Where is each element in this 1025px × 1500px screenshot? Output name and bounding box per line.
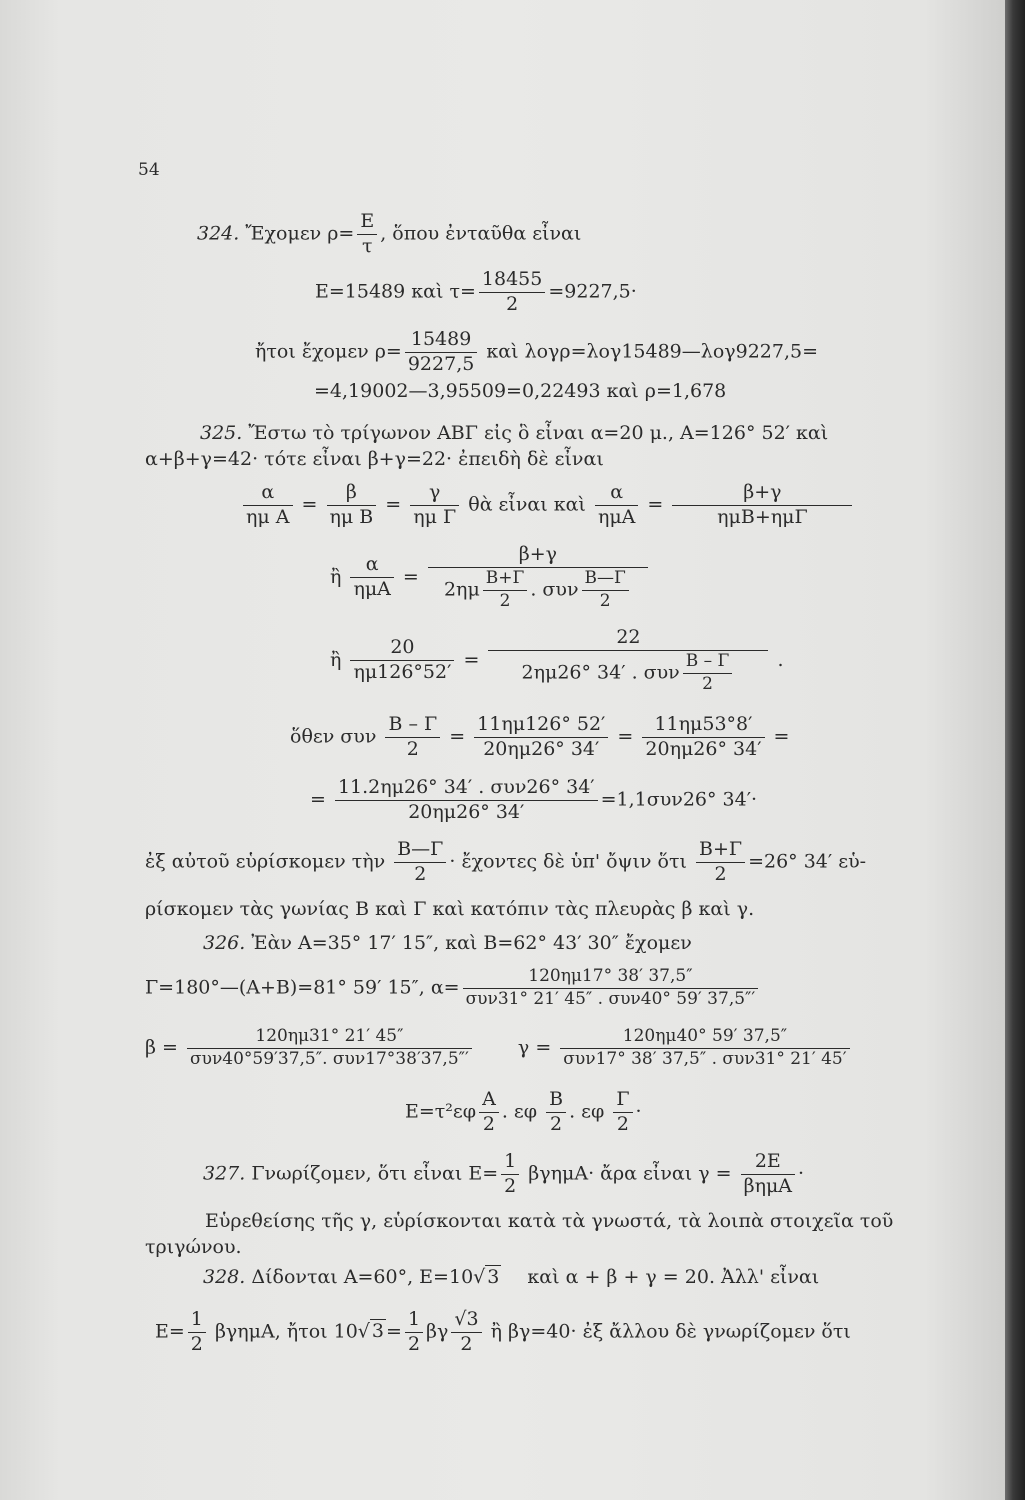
p325-line6: ἐξ αὐτοῦ εὑρίσκομεν τὴν $\frac{B—\Gamma}{2}$ · ἔχοντες δὲ ὑπ' ὄψιν ὅτι $\frac{B+\Gamma}{2}$ =26° 34′ εὑ- <box>145 838 867 885</box>
p325-formula4: ὅθεν συν $\frac{B - \Gamma}{2}$ = $\frac{11\eta\mu 126^\circ 52'}{20\eta\mu 26^\circ 34'}$ = $\frac{11\eta\mu 53^\circ 8'}{20\eta\mu 26^\circ 34'}$ = <box>290 713 790 760</box>
p325-formula5: = 11.2ημ26° 34′ . συν26° 34′ 20ημ26° 34′ =1,1συν26° 34′· <box>310 776 758 823</box>
p326-line3: β = 120ημ31° 21′ 45″ συν40°59′37,5″. συν17°38′37,5″′ γ = 120ημ40° 59′ 37,5″ συν17° 38′ 37,5″ . συν31° 21′ 45′ <box>145 1028 853 1069</box>
p327-line3: τριγώνου. <box>145 1236 242 1258</box>
p326-line4: E=τ²εφ $\frac{A}{2}$ . εφ $\frac{B}{2}$ . εφ $\frac{\Gamma}{2}$ · <box>405 1088 642 1135</box>
p328-line1: 328. Δίδονται Α=60°, E=10√ 3 καὶ α + β + γ = 20. Ἀλλ' εἶναι <box>203 1266 820 1288</box>
p325-formula3: ἢ $\frac{20}{\eta\mu 126^\circ 52'}$ = 22 2ημ26° 34′ . συν $\frac{B - \Gamma}{2}$ . <box>330 626 784 694</box>
p324-line1: 324. Ἔχομεν ρ= $\frac{E}{\tau}$ , ὅπου ἐνταῦθα εἶναι <box>197 210 582 257</box>
p325-line2: α+β+γ=42· τότε εἶναι β+γ=22· ἐπειδὴ δὲ εἶναι <box>145 448 604 470</box>
problem-number: 324. <box>197 222 240 245</box>
problem-number: 328. <box>203 1266 246 1288</box>
p324-line2: E=15489 καὶ τ= $\frac{18455}{2}$ =9227,5· <box>315 268 637 315</box>
p327-line1: 327. Γνωρίζομεν, ὅτι εἶναι Ε= $\frac{1}{2}$ βγημΑ· ἄρα εἶναι γ = 2Ε βημΑ · <box>203 1150 805 1197</box>
p324-line3: ἤτοι ἔχομεν ρ= $\frac{15489}{9227,5}$ καὶ λογρ=λογ15489—λογ9227,5= <box>255 328 819 375</box>
p326-line1: 326. Ἐὰν Α=35° 17′ 15″, καὶ Β=62° 43′ 30″ ἔχομεν <box>203 932 692 954</box>
page-edge-shadow <box>1005 0 1025 1500</box>
p325-line1: 325. Ἔστω τὸ τρίγωνον ΑΒΓ εἰς ὃ εἶναι α=20 μ., Α=126° 52′ καὶ <box>200 422 829 444</box>
p324-line4: =4,19002—3,95509=0,22493 καὶ ρ=1,678 <box>314 380 727 402</box>
p325-formula1: $\frac{\alpha}{\text{ημ Α}}$ = $\frac{\beta}{\text{ημ Β}}$ = $\frac{\gamma}{\text{ημ Γ}}$ θὰ εἶναι καὶ α ημΑ = β+γ ημΒ+ημΓ <box>240 483 855 528</box>
p325-line7: ρίσκομεν τὰς γωνίας Β καὶ Γ καὶ κατόπιν τὰς πλευρὰς β καὶ γ. <box>145 898 755 920</box>
p325-formula2: ἢ α ημΑ = β+γ 2ημ $\frac{B+\Gamma}{2}$ . συν $\frac{B—\Gamma}{2}$ <box>330 545 651 611</box>
p326-line2: Γ=180°—(Α+Β)=81° 59′ 15″, α= 120ημ17° 38′ 37,5″ συν31° 21′ 45″ . συν40° 59′ 37,5″′ <box>145 968 761 1009</box>
p328-line2: E= $\frac{1}{2}$ βγημΑ, ἤτοι 10√ 3 = $\frac{1}{2}$ βγ $\frac{√3}{2}$ ἢ βγ=40· ἐξ ἄλλου δὲ γνωρίζομεν ὅτι <box>155 1308 851 1355</box>
problem-number: 326. <box>203 932 246 954</box>
page-number: 54 <box>138 160 160 180</box>
problem-number: 325. <box>200 422 243 444</box>
p327-line2: Εὑρεθείσης τῆς γ, εὑρίσκονται κατὰ τὰ γνωστά, τὰ λοιπὰ στοιχεῖα τοῦ <box>205 1210 894 1232</box>
problem-number: 327. <box>203 1162 246 1185</box>
